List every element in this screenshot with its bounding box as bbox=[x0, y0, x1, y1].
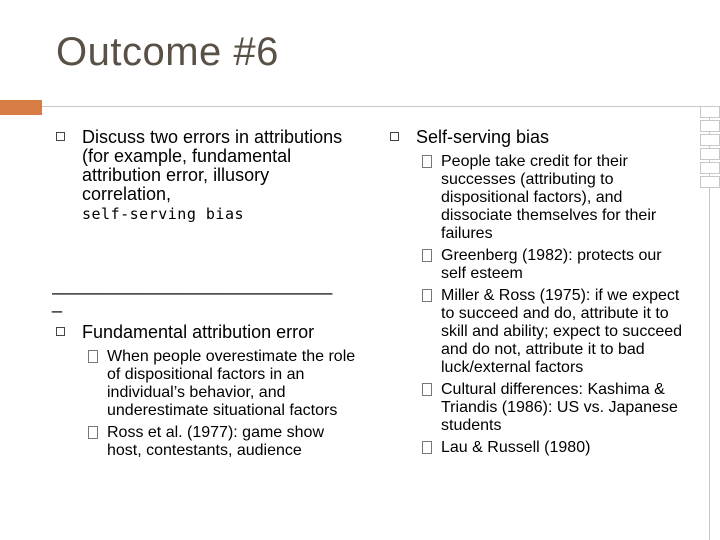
list-item-text: Miller & Ross (1975): if we expect to succeed and do, attribute it to skill and ability; expect to succeed and do not, attribute it to bad luck/external factors bbox=[441, 287, 683, 376]
list-item-text: Greenberg (1982): protects our self esteem bbox=[441, 247, 662, 282]
ssb-heading-text: Self-serving bias bbox=[416, 127, 550, 147]
square-bullet-icon bbox=[390, 132, 399, 141]
left-column bbox=[52, 127, 356, 464]
divider-tail: _ bbox=[52, 293, 63, 313]
list-item-text: Ross et al. (1977): game show host, contestants, audience bbox=[107, 424, 324, 459]
list-item bbox=[416, 439, 690, 457]
placeholder-bullet-icon bbox=[88, 426, 98, 439]
placeholder-bullet-icon bbox=[422, 289, 432, 302]
list-item-text: Lau & Russell (1980) bbox=[441, 439, 591, 456]
list-item bbox=[416, 247, 690, 283]
list-item bbox=[416, 381, 690, 435]
list-item-text: People take credit for their successes (attributing to dispositional factors), and dissociate themselves for their failures bbox=[441, 153, 657, 242]
bullet-discuss bbox=[56, 128, 356, 224]
square-bullet-icon bbox=[56, 132, 65, 141]
accent-block bbox=[0, 100, 42, 115]
mono-term: self-serving bias bbox=[82, 205, 245, 223]
placeholder-bullet-icon bbox=[422, 249, 432, 262]
ssb-sublist bbox=[416, 153, 690, 457]
placeholder-bullet-icon bbox=[88, 350, 98, 363]
fae-sublist bbox=[82, 348, 356, 460]
bullet-discuss-text: Discuss two errors in attributions (for example, fundamental attribution error, illusory correlation, bbox=[82, 127, 343, 204]
slide-title: Outcome #6 bbox=[56, 30, 279, 74]
list-item bbox=[416, 287, 690, 377]
fae-heading-text: Fundamental attribution error bbox=[82, 322, 315, 342]
placeholder-bullet-icon bbox=[422, 155, 432, 168]
placeholder-bullet-icon bbox=[422, 441, 432, 454]
list-item bbox=[416, 153, 690, 243]
list-item-text: Cultural differences: Kashima & Triandis (1986): US vs. Japanese students bbox=[441, 381, 678, 434]
placeholder-bullet-icon bbox=[422, 383, 432, 396]
side-decoration bbox=[700, 106, 720, 190]
list-item-text: When people overestimate the role of dispositional factors in an individual’s behavior, and underestimate situational factors bbox=[107, 348, 356, 419]
right-column bbox=[390, 128, 690, 461]
list-item bbox=[82, 424, 356, 460]
list-item bbox=[82, 348, 356, 420]
bullet-fae-heading bbox=[56, 323, 356, 342]
square-bullet-icon bbox=[56, 327, 65, 336]
bullet-ssb-heading bbox=[390, 128, 690, 147]
divider-line: ____________________________ bbox=[52, 276, 333, 295]
title-rule bbox=[42, 106, 720, 107]
